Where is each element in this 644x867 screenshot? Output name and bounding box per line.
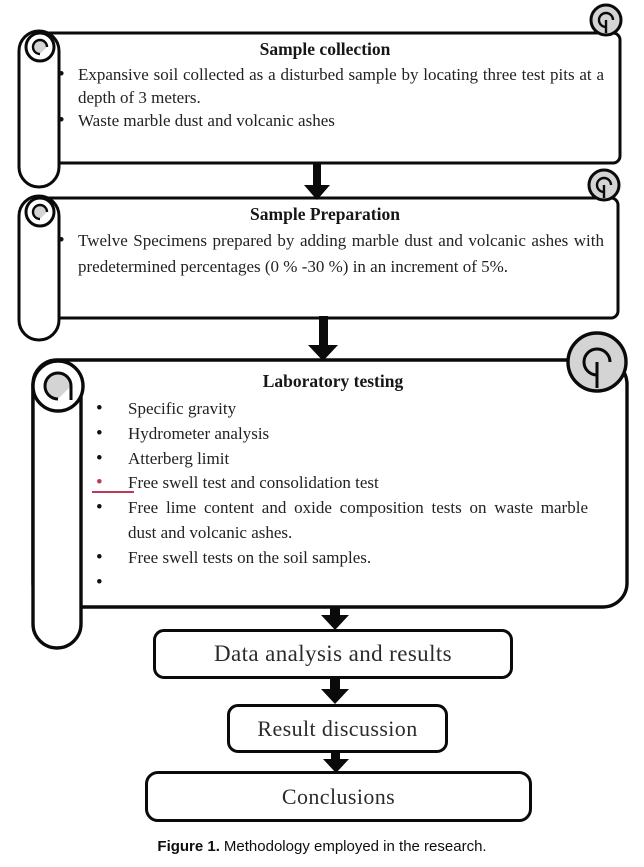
down-arrow-icon: [322, 752, 350, 778]
down-arrow-icon: [320, 679, 350, 709]
bullet-item: • Free swell tests on the soil samples.: [72, 546, 594, 571]
scroll-title: Sample collection: [259, 39, 391, 59]
process-box-data-analysis: [153, 629, 513, 679]
process-box-label: Data analysis and results: [213, 641, 453, 666]
bullet-item: • Hydrometer analysis: [72, 422, 594, 447]
bullet-list: [46, 228, 604, 279]
process-box-result-discussion: [227, 704, 448, 753]
scroll-title: Laboratory testing: [262, 371, 404, 391]
bullet-item: • Expansive soil collected as a disturbed sample by locating three test pits at a depth of 3 meters.: [46, 63, 604, 109]
bullet-item: • Waste marble dust and volcanic ashes: [46, 109, 604, 132]
bullet-list: [46, 63, 604, 132]
bullet-list: [72, 397, 594, 571]
bullet-item: • Specific gravity: [72, 397, 594, 422]
bullet-item: • Free lime content and oxide composition tests on waste marble dust and volcanic ashes.: [72, 496, 594, 546]
figure-caption: [0, 838, 644, 855]
down-arrow-icon: [308, 316, 338, 366]
scroll-title: Sample Preparation: [250, 204, 400, 224]
figure-caption-text: Methodology employed in the research.: [223, 838, 487, 855]
figure-caption-label: Figure 1.: [157, 838, 220, 855]
bullet-item: • Atterberg limit: [72, 447, 594, 472]
bullet-item: • Twelve Specimens prepared by adding marble dust and volcanic ashes with predetermined percentages (0 % -30 %) in an increment of 5%.: [46, 228, 604, 279]
process-box-label: Result discussion: [257, 715, 418, 741]
process-box-label: Conclusions: [281, 783, 396, 809]
down-arrow-icon: [303, 164, 331, 205]
bullet-item-red-marked: • Free swell test and consolidation test: [72, 471, 594, 496]
process-box-conclusions: [145, 771, 532, 822]
down-arrow-icon: [320, 606, 350, 635]
